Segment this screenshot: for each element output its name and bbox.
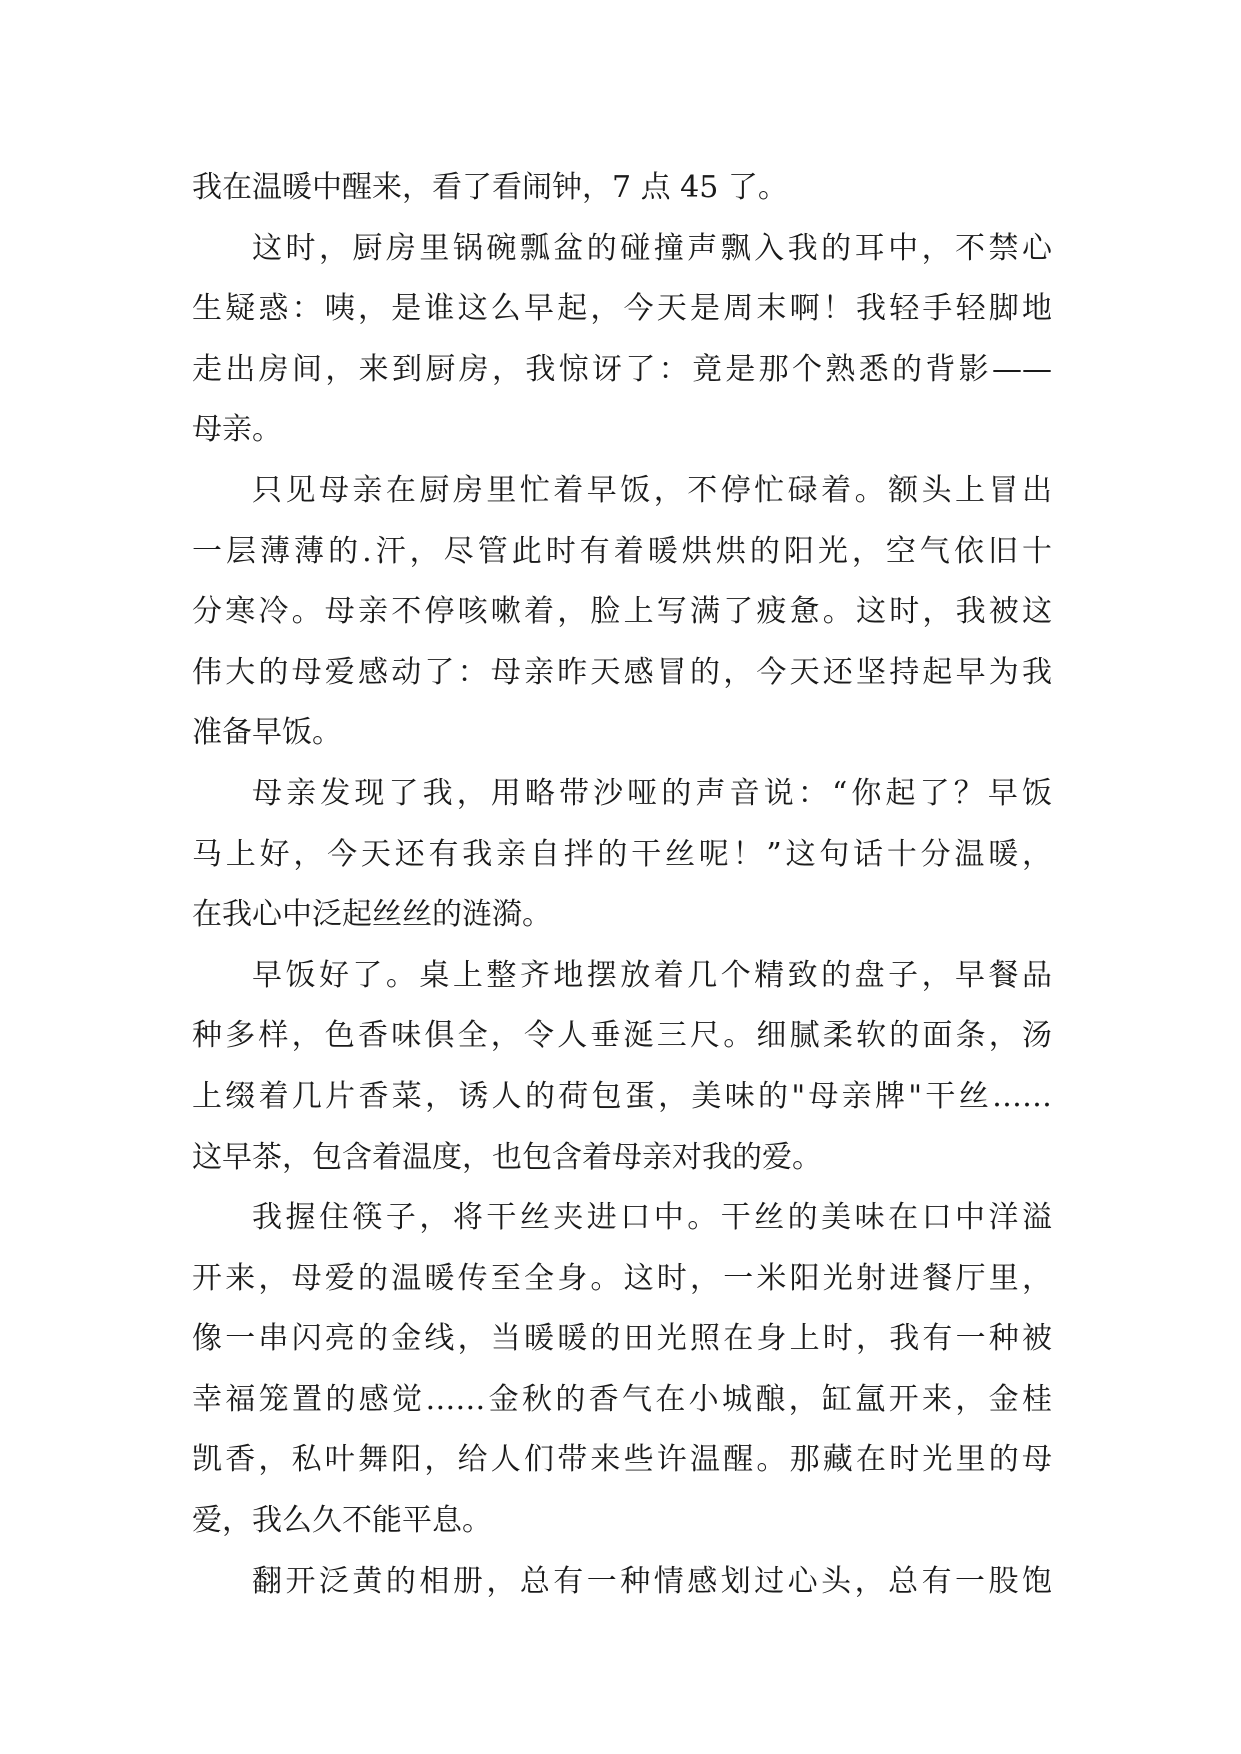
text-line: 分寒冷。母亲不停咳嗽着，脸上写满了疲惫。这时，我被这 — [192, 594, 1052, 630]
text-line: 我在温暖中醒来，看了看闹钟，7 点 45 了。 — [192, 170, 788, 205]
paragraph-first-line: 早饭好了。桌上整齐地摆放着几个精致的盘子，早餐品 — [252, 957, 1052, 993]
text-line: 伟大的母爱感动了：母亲昨天感冒的，今天还坚持起早为我 — [192, 654, 1052, 690]
text-line: 母亲。 — [192, 412, 282, 448]
text-line: 这早茶，包含着温度，也包含着母亲对我的爱。 — [192, 1139, 822, 1175]
text-line: 像一串闪亮的金线，当暖暖的田光照在身上时，我有一种被 — [192, 1321, 1052, 1357]
text-line: 凯香，私叶舞阳，给人们带来些许温醒。那藏在时光里的母 — [192, 1442, 1052, 1478]
text-line: 走出房间，来到厨房，我惊讶了：竟是那个熟悉的背影—— — [192, 351, 1052, 387]
text-line: 上缀着几片香菜，诱人的荷包蛋，美味的"母亲牌"干丝…… — [192, 1078, 1052, 1114]
paragraph-first-line: 这时，厨房里锅碗瓢盆的碰撞声飘入我的耳中，不禁心 — [252, 230, 1052, 266]
text-line: 开来，母爱的温暖传至全身。这时，一米阳光射进餐厅里， — [192, 1260, 1052, 1296]
text-line: 生疑惑：咦，是谁这么早起，今天是周末啊！我轻手轻脚地 — [192, 291, 1052, 327]
text-line: 在我心中泛起丝丝的涟漪。 — [192, 897, 552, 933]
text-line: 准备早饭。 — [192, 715, 342, 751]
paragraph-first-line: 只见母亲在厨房里忙着早饭，不停忙碌着。额头上冒出 — [252, 472, 1052, 508]
text-line: 一层薄薄的.汗，尽管此时有着暖烘烘的阳光，空气依旧十 — [192, 533, 1052, 569]
paragraph-first-line: 翻开泛黄的相册，总有一种情感划过心头，总有一股饱 — [252, 1563, 1052, 1599]
text-line: 种多样，色香味俱全，令人垂涎三尺。细腻柔软的面条，汤 — [192, 1018, 1052, 1054]
text-line: 幸福笼置的感觉……金秋的香气在小城酿，缸氲开来，金桂 — [192, 1381, 1052, 1417]
text-line: 马上好，今天还有我亲自拌的干丝呢！”这句话十分温暖， — [192, 836, 1052, 872]
paragraph-first-line: 我握住筷子，将干丝夹进口中。干丝的美味在口中洋溢 — [252, 1200, 1052, 1236]
document-body — [192, 158, 1052, 1612]
text-line: 爱，我么久不能平息。 — [192, 1503, 492, 1539]
paragraph-first-line: 母亲发现了我，用略带沙哑的声音说：“你起了？早饭 — [252, 775, 1052, 811]
